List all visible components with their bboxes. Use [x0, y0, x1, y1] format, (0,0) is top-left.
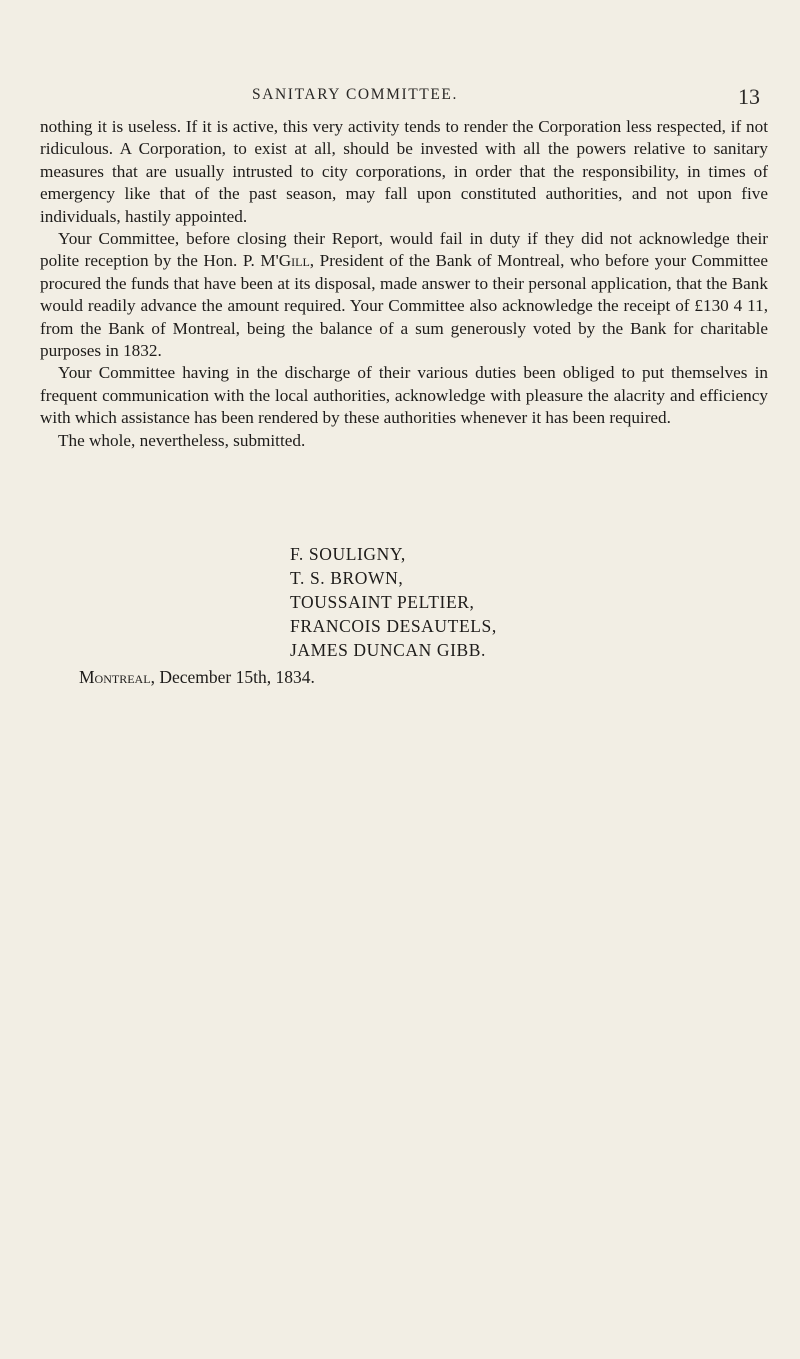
dateline-date: , December 15th, 1834. [150, 667, 315, 687]
paragraph-text: , President of the Bank of Montreal, who before your Committee procured the funds that have been at its disposal, made answer to their personal application, that the Bank would readily advance the amount required. Your Committee also acknowledge the receipt of £130 4 11, from the Bank of Montreal, being the balance of a sum generously voted by the Bank for charitable purposes in 1832. [40, 251, 768, 361]
signatory: TOUSSAINT PELTIER, [290, 592, 475, 612]
running-title: SANITARY COMMITTEE. [252, 86, 458, 103]
signatory: T. S. BROWN, [290, 568, 404, 588]
paragraph-text: Your Committee, before closing their Report, would fail in duty if they did not acknowledge their polite reception by the Hon. P. [40, 229, 768, 271]
person-name: M'Gill [260, 251, 310, 271]
paragraph-local-authorities: Your Committee having in the discharge of their various duties been obliged to put themselves in frequent communication with the local authorities, acknowledge with pleasure the alacrity and efficiency with which assistance has been rendered by these authorities whenever it has been required. [40, 363, 768, 428]
paragraph-acknowledgement-bank [40, 228, 768, 362]
dateline-place: Montreal [79, 667, 151, 687]
dateline [79, 667, 315, 688]
paragraph-corporation-powers: nothing it is useless. If it is active, this very activity tends to render the Corporation less respected, if not ridiculous. A Corporation, to exist at all, should be invested with all the powers relative to sanitary measures that are usually intrusted to city corporations, in order that the responsibility, in times of emergency like that of the past season, may fall upon constituted authorities, and not upon five individuals, hastily appointed. [40, 117, 768, 226]
signatory: FRANCOIS DESAUTELS, [290, 616, 497, 636]
report-body [40, 116, 768, 452]
signatory: F. SOULIGNY, [290, 544, 406, 564]
paragraph-submission: The whole, nevertheless, submitted. [58, 430, 306, 450]
page-number: 13 [738, 84, 760, 109]
signatory: JAMES DUNCAN GIBB. [290, 640, 487, 660]
signatories-block [290, 542, 497, 662]
